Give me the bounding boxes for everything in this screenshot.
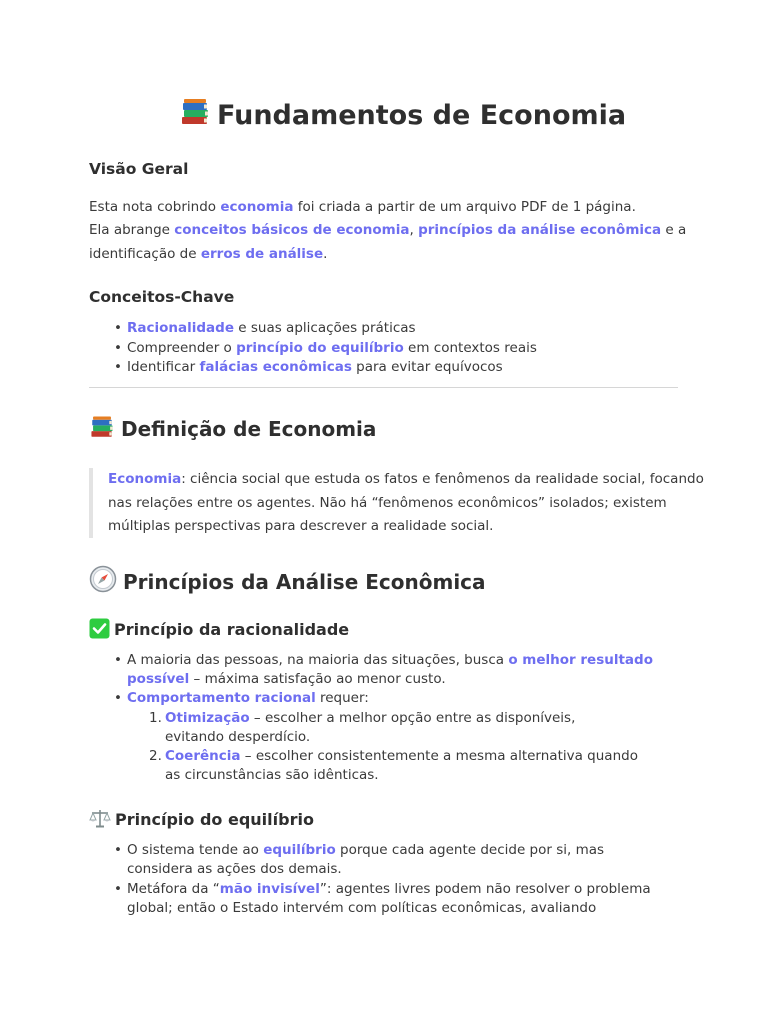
text: – escolher a melhor opção entre as disponíveis,	[249, 710, 576, 726]
text: – máxima satisfação ao menor custo.	[189, 671, 446, 687]
text: porque cada agente decide por si, mas	[335, 842, 605, 858]
text: O sistema tende ao	[127, 842, 264, 858]
highlight-comportamento: Comportamento racional	[127, 690, 316, 706]
highlight-equilibrio: equilíbrio	[263, 842, 336, 858]
equilibrium-heading	[89, 807, 314, 833]
highlight-coerencia: Coerência	[165, 748, 241, 764]
list-item	[127, 339, 537, 359]
books-icon	[89, 414, 115, 445]
definition-heading	[89, 414, 376, 445]
text: A maioria das pessoas, na maioria das situações, busca	[127, 652, 509, 668]
text: : ciência social que estuda os fatos e fenômenos da realidade social, focando	[181, 471, 704, 487]
numbered-item-continuation: as circunstâncias são idênticas.	[165, 767, 379, 783]
highlight-possivel: possível	[127, 671, 190, 687]
compass-icon	[89, 565, 117, 598]
highlight-otimizacao: Otimização	[165, 710, 250, 726]
definition-line-2: nas relações entre os agentes. Não há “fenômenos econômicos” isolados; existem	[108, 495, 667, 511]
equilibrium-heading-text: Princípio do equilíbrio	[115, 810, 314, 829]
text: – escolher consistentemente a mesma alternativa quando	[240, 748, 638, 764]
definition-heading-text: Definição de Economia	[121, 417, 377, 441]
page-title	[179, 96, 626, 135]
highlight-mao-invisivel: mão invisível	[219, 881, 320, 897]
highlight-economia: Economia	[108, 471, 182, 487]
text: .	[323, 246, 328, 262]
list-item	[127, 651, 653, 671]
books-icon	[179, 96, 211, 135]
highlight-economia: economia	[220, 199, 294, 215]
highlight-melhor-resultado: o melhor resultado	[508, 652, 653, 668]
scales-icon	[89, 807, 111, 833]
overview-heading: Visão Geral	[89, 160, 189, 178]
text: requer:	[315, 690, 369, 706]
item-number: 2.	[149, 748, 162, 764]
highlight-racionalidade: Racionalidade	[127, 320, 234, 336]
text: Identificar	[127, 359, 200, 375]
principles-heading	[89, 565, 486, 598]
list-item-continuation: global; então o Estado intervém com políticas econômicas, avaliando	[127, 900, 597, 916]
text: Metáfora da “	[127, 881, 220, 897]
overview-line-1	[89, 196, 636, 220]
numbered-item-continuation: evitando desperdício.	[165, 729, 311, 745]
text: Ela abrange	[89, 222, 175, 238]
check-icon	[89, 618, 110, 643]
item-number: 1.	[149, 710, 162, 726]
text: e suas aplicações práticas	[233, 320, 416, 336]
text: Esta nota cobrindo	[89, 199, 221, 215]
definition-line-1	[108, 468, 704, 492]
list-item	[127, 880, 651, 900]
definition-line-3: múltiplas perspectivas para descrever a realidade social.	[108, 518, 494, 534]
highlight-erros: erros de análise	[200, 246, 324, 262]
highlight-falacias: falácias econômicas	[199, 359, 352, 375]
highlight-equilibrio: princípio do equilíbrio	[236, 340, 404, 356]
highlight-principios: princípios da análise econômica	[418, 222, 662, 238]
rationality-heading	[89, 618, 349, 643]
text: em contextos reais	[403, 340, 537, 356]
text: e a	[661, 222, 687, 238]
overview-line-2	[89, 219, 686, 243]
divider	[89, 387, 678, 388]
numbered-item	[149, 747, 638, 767]
page-title-text: Fundamentos de Economia	[217, 100, 627, 131]
text: ”: agentes livres podem não resolver o problema	[319, 881, 651, 897]
list-item	[127, 841, 604, 861]
principles-heading-text: Princípios da Análise Econômica	[123, 570, 486, 594]
list-item	[127, 358, 503, 378]
list-item-continuation: considera as ações dos demais.	[127, 861, 342, 877]
text: ,	[409, 222, 419, 238]
overview-line-3	[89, 243, 327, 267]
highlight-conceitos: conceitos básicos de economia	[174, 222, 410, 238]
list-item	[127, 319, 416, 339]
rationality-heading-text: Princípio da racionalidade	[114, 620, 350, 639]
numbered-item	[149, 709, 576, 729]
list-item-continuation	[127, 670, 446, 690]
list-item	[127, 689, 369, 709]
blockquote-bar	[89, 468, 93, 538]
text: Compreender o	[127, 340, 237, 356]
concepts-heading: Conceitos-Chave	[89, 288, 235, 306]
text: para evitar equívocos	[351, 359, 503, 375]
text: identificação de	[89, 246, 201, 262]
text: foi criada a partir de um arquivo PDF de 1 página.	[293, 199, 636, 215]
